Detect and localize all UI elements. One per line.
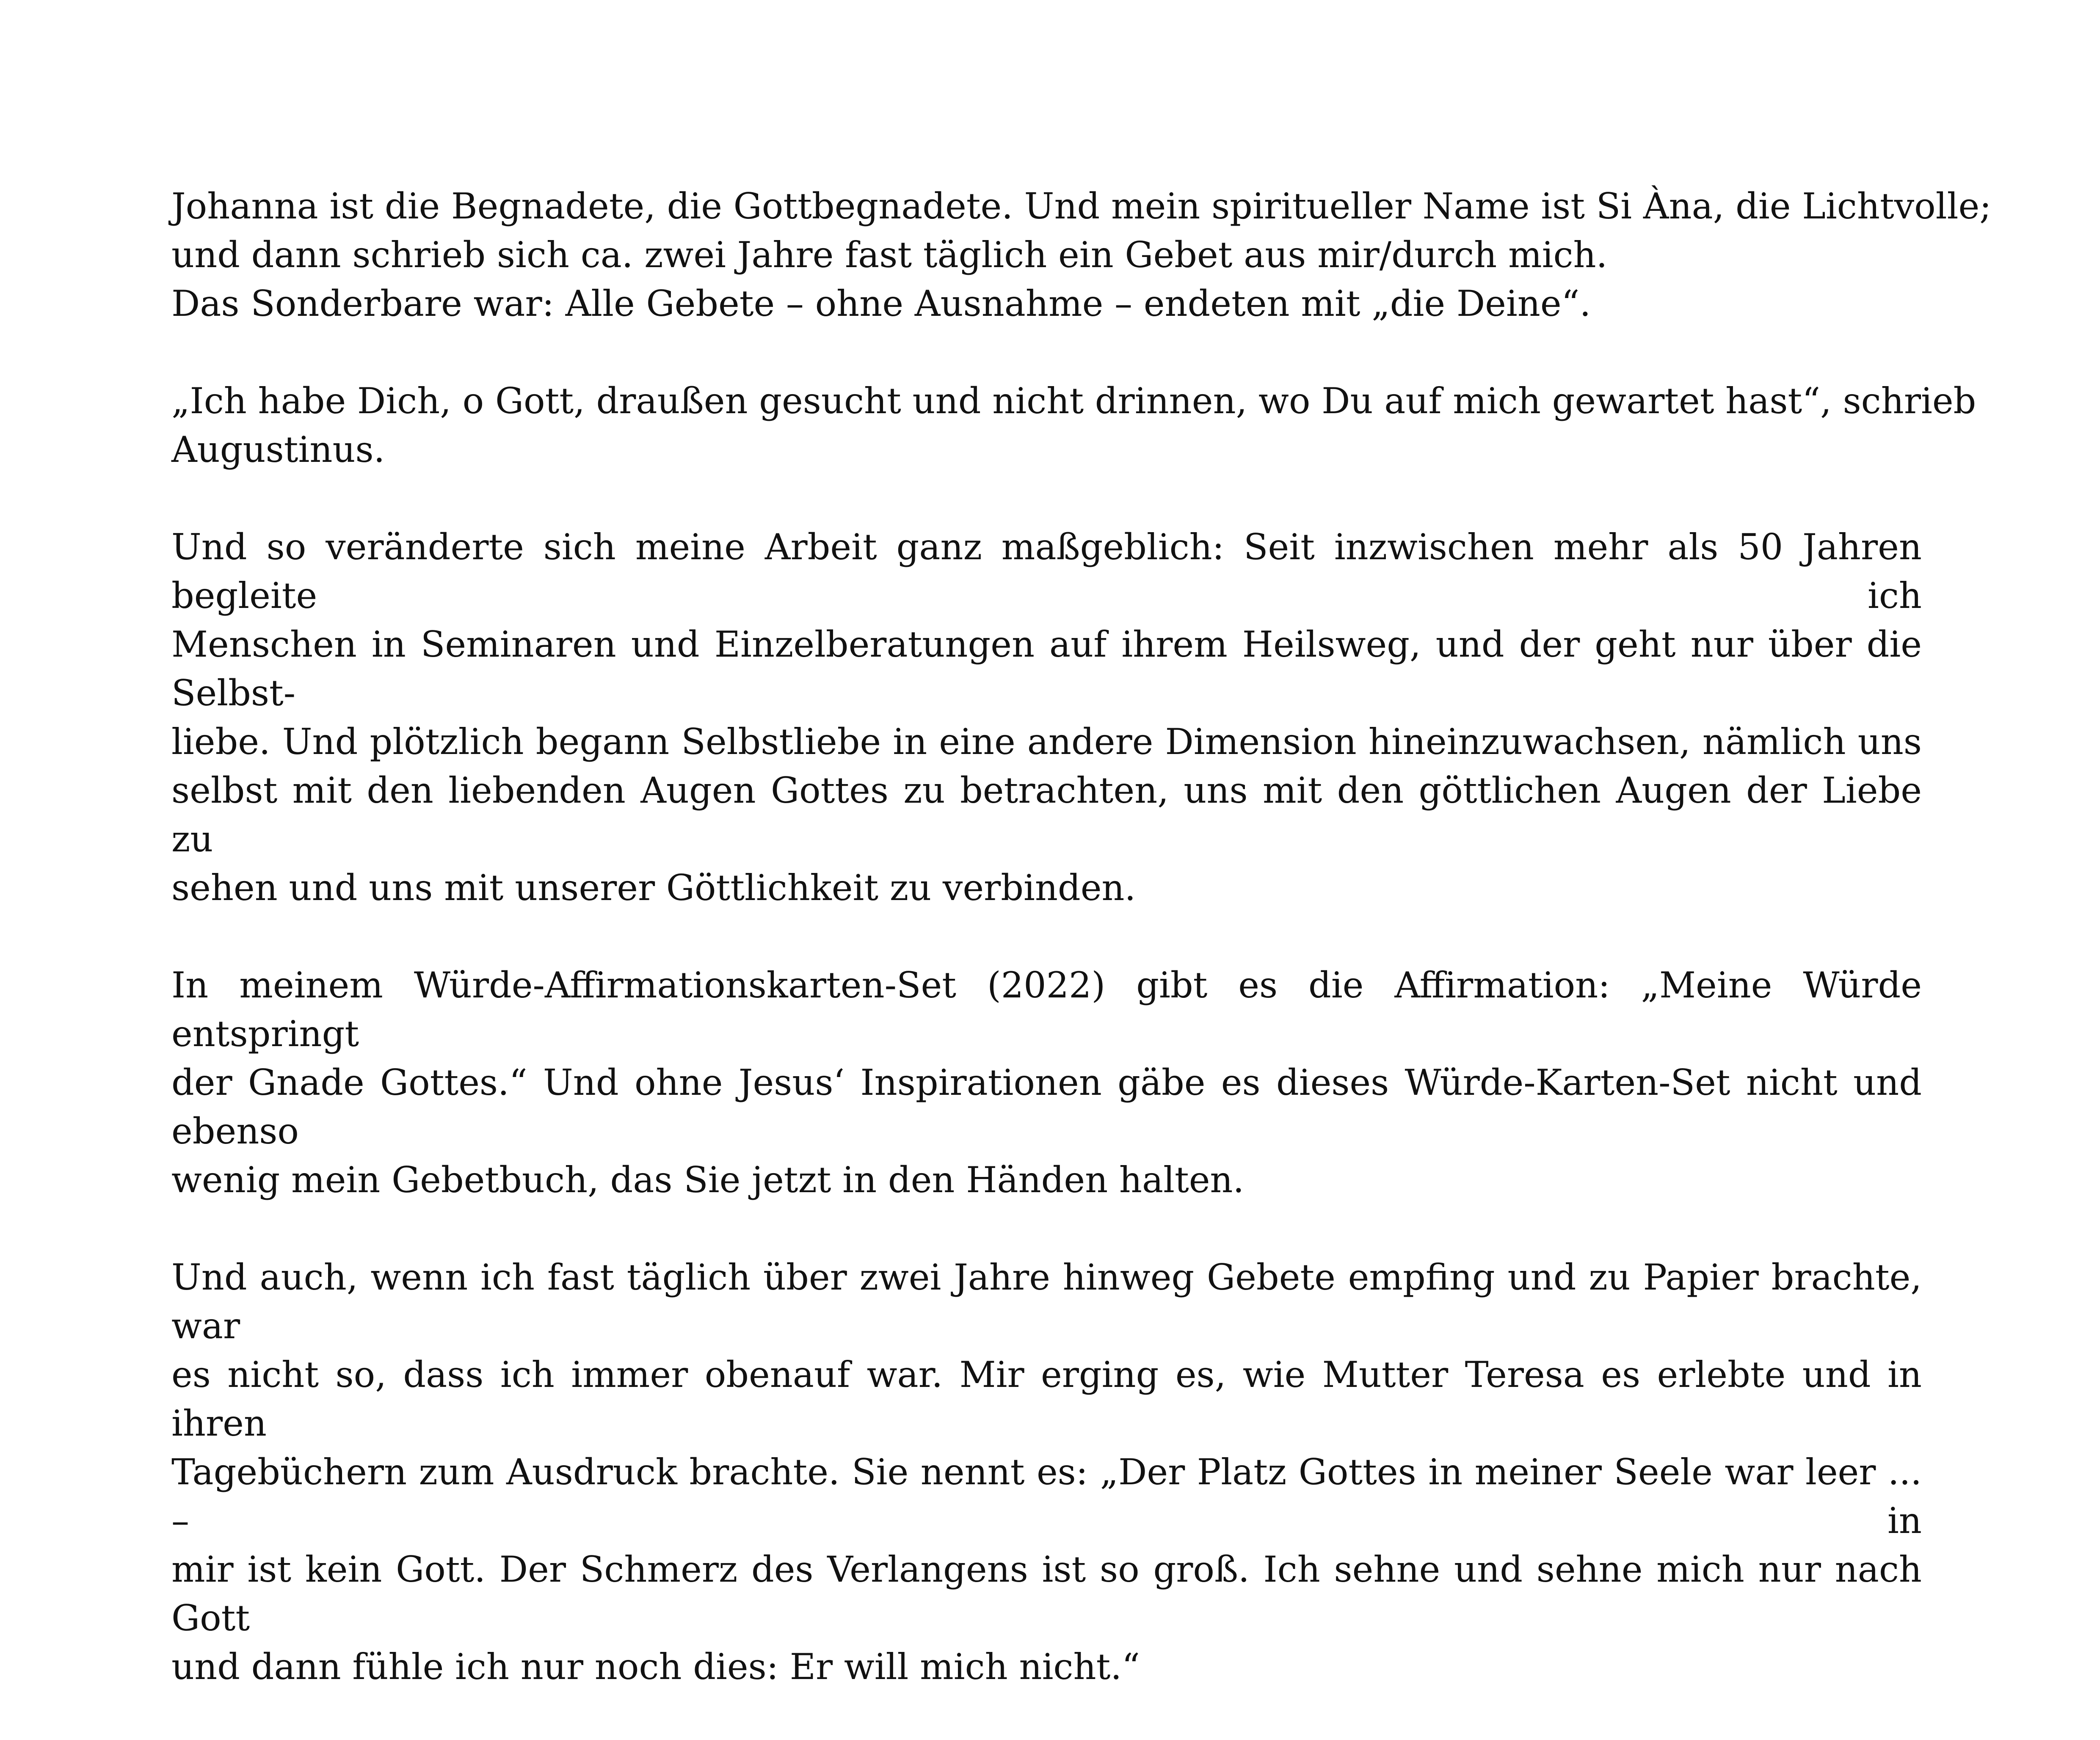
paragraph-5	[171, 1253, 1922, 1691]
text-line: In meinem Würde-Affirmationskarten-Set (2022) gibt es die Affirmation: „Meine Würde entspringt	[171, 964, 1922, 1055]
text-line: Menschen in Seminaren und Einzelberatungen auf ihrem Heilsweg, und der geht nur über die Selbst-	[171, 624, 1922, 714]
text-line: Johanna ist die Begnadete, die Gottbegnadete. Und mein spiritueller Name ist Si Àna, die Lichtvolle;	[171, 185, 1992, 227]
text-line: Tagebüchern zum Ausdruck brachte. Sie nennt es: „Der Platz Gottes in meiner Seele war leer ... – in	[171, 1451, 1922, 1541]
text-line: sehen und uns mit unserer Göttlichkeit zu verbinden.	[171, 867, 1136, 909]
text-line: „Ich habe Dich, o Gott, draußen gesucht und nicht drinnen, wo Du auf mich gewartet hast“, schrieb	[171, 380, 1976, 422]
text-line: Das Sonderbare war: Alle Gebete – ohne Ausnahme – endeten mit „die Deine“.	[171, 283, 1591, 324]
text-line: Und so veränderte sich meine Arbeit ganz maßgeblich: Seit inzwischen mehr als 50 Jahren begleite ich	[171, 526, 1922, 616]
paragraph-2	[171, 377, 1976, 474]
text-line: und dann schrieb sich ca. zwei Jahre fast täglich ein Gebet aus mir/durch mich.	[171, 234, 1608, 276]
text-line: wenig mein Gebetbuch, das Sie jetzt in den Händen halten.	[171, 1159, 1245, 1201]
paragraph-1	[171, 182, 1992, 328]
body-text	[171, 182, 1992, 1740]
paragraph-3	[171, 523, 1922, 912]
text-line: Augustinus.	[171, 429, 385, 470]
text-line: selbst mit den liebenden Augen Gottes zu betrachten, uns mit den göttlichen Augen der Liebe zu	[171, 770, 1922, 860]
text-line: liebe. Und plötzlich begann Selbstliebe in eine andere Dimension hineinzuwachsen, nämlich uns	[171, 721, 1922, 762]
text-line: Und auch, wenn ich fast täglich über zwei Jahre hinweg Gebete empfing und zu Papier brachte, war	[171, 1257, 1922, 1347]
text-line: der Gnade Gottes.“ Und ohne Jesus‘ Inspirationen gäbe es dieses Würde-Karten-Set nicht und ebenso	[171, 1062, 1922, 1152]
text-line: es nicht so, dass ich immer obenauf war. Mir erging es, wie Mutter Teresa es erlebte und in ihren	[171, 1354, 1922, 1444]
paragraph-4	[171, 961, 1922, 1204]
text-line: mir ist kein Gott. Der Schmerz des Verlangens ist so groß. Ich sehne und sehne mich nur nach Gott	[171, 1549, 1922, 1639]
text-line: und dann fühle ich nur noch dies: Er will mich nicht.“	[171, 1646, 1140, 1688]
